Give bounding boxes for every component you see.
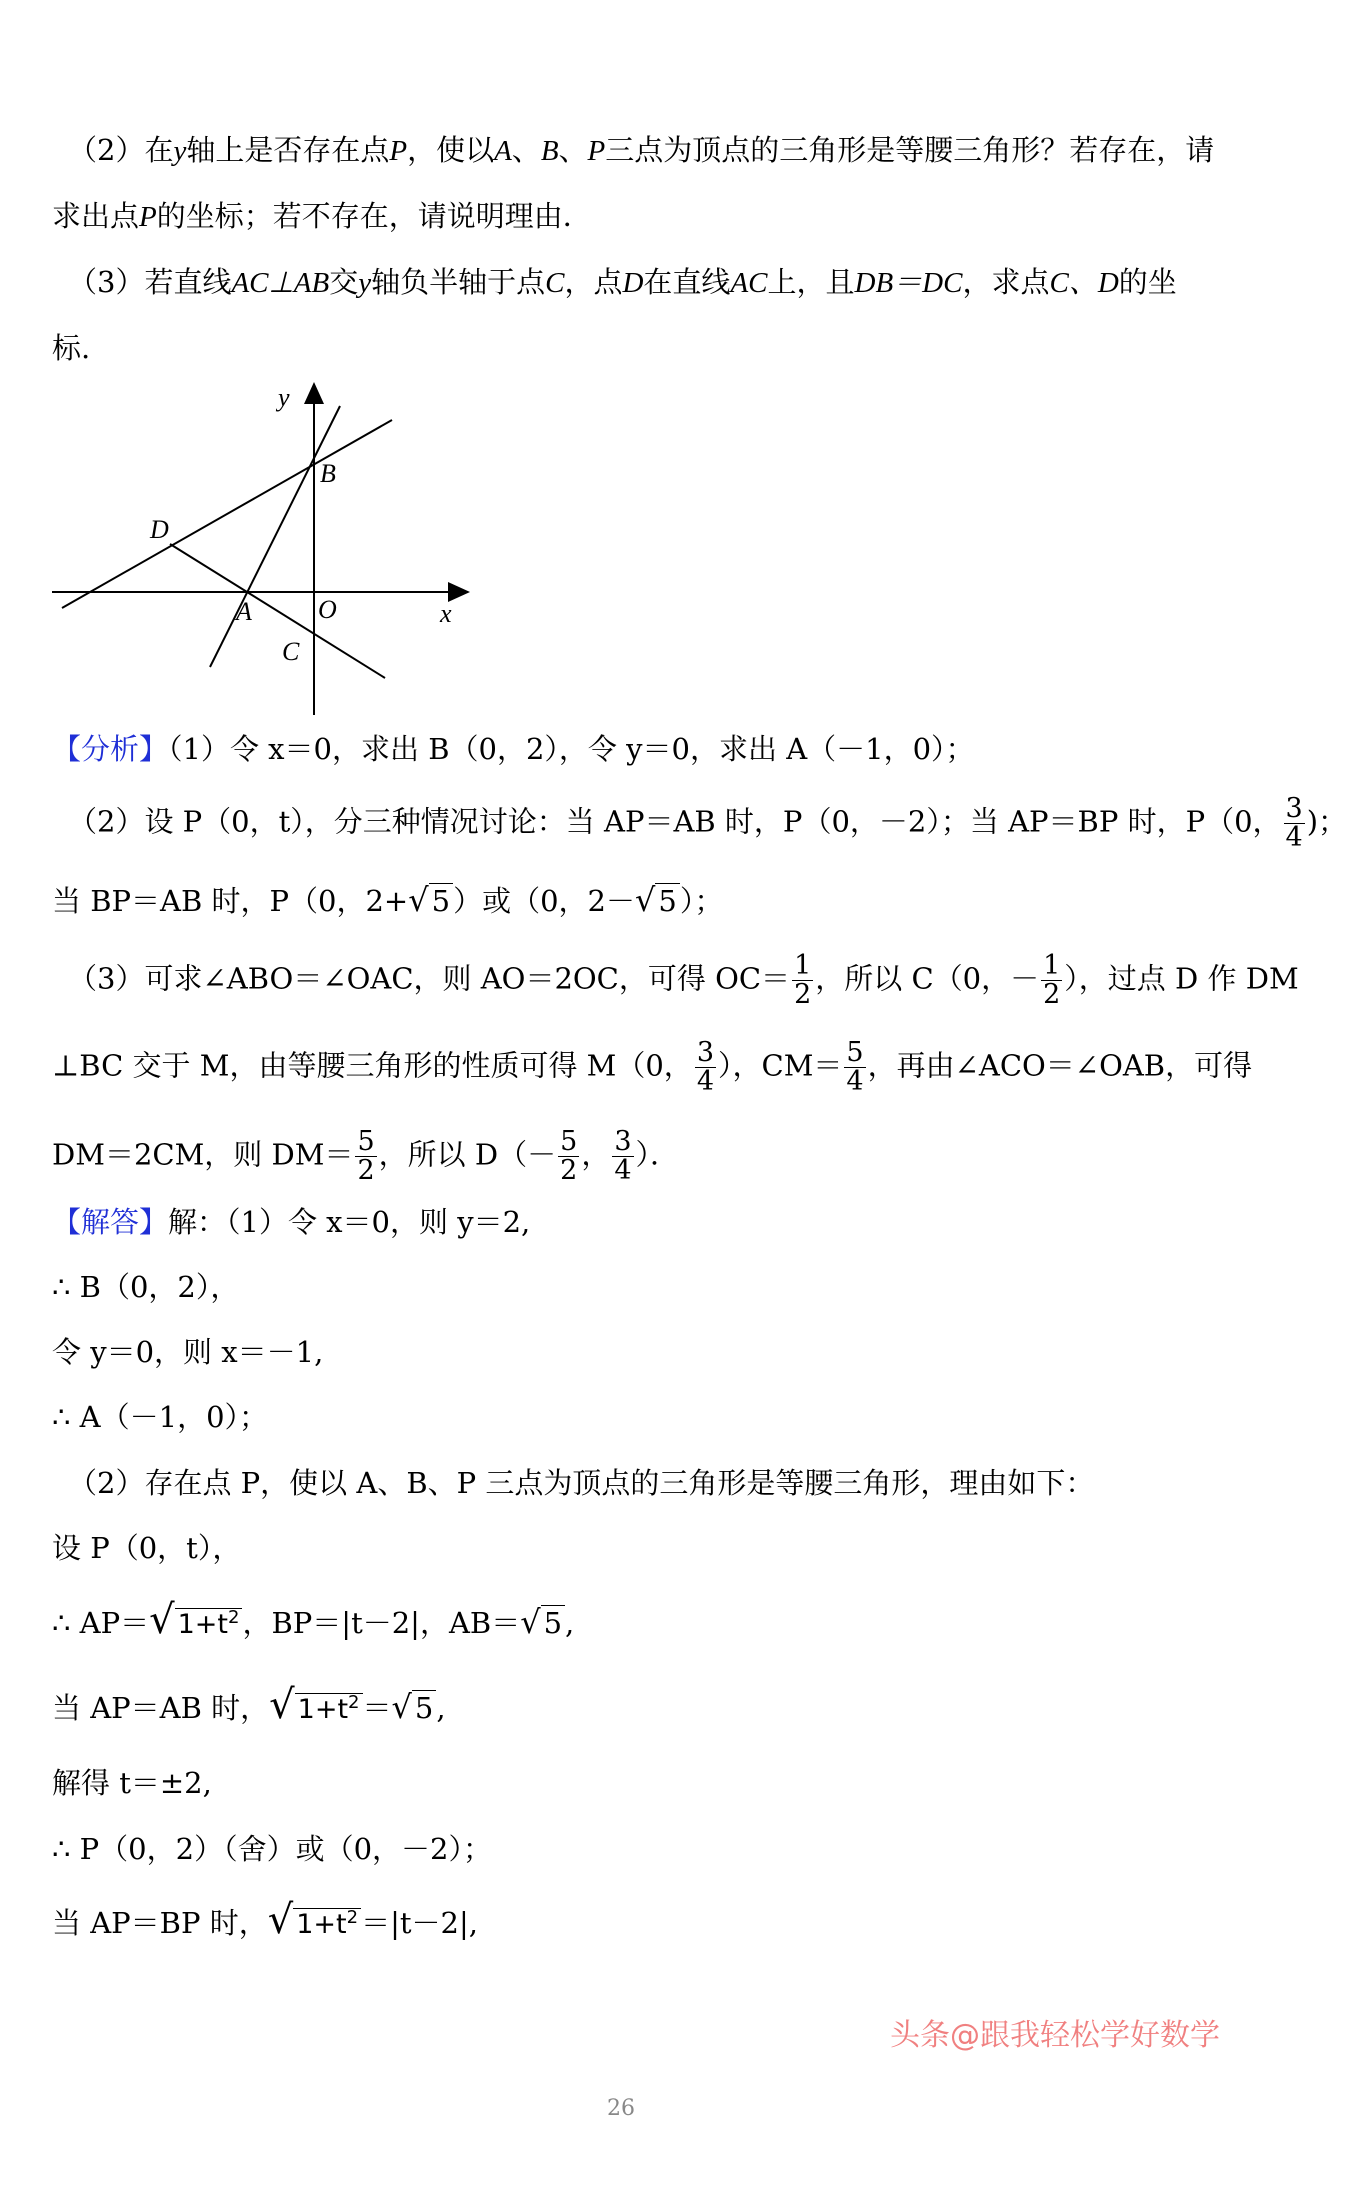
sqrt: √ 5 xyxy=(520,1602,565,1643)
label-x: x xyxy=(440,599,452,628)
label-c: C xyxy=(282,637,300,666)
label-b: B xyxy=(320,459,336,488)
sqrt: √ $1+t^2$ xyxy=(269,1683,362,1730)
fraction: $\frac{3}{4}$ xyxy=(1285,793,1303,853)
analysis-tag: 【分析】 xyxy=(52,732,169,766)
fraction: $\frac{1}{2}$ xyxy=(794,950,812,1010)
label-y: y xyxy=(278,383,290,412)
coordinate-figure xyxy=(50,380,490,720)
fraction: $\frac{3}{4}$ xyxy=(696,1037,714,1097)
fraction: $\frac{3}{4}$ xyxy=(614,1126,632,1186)
label-o: O xyxy=(318,595,337,624)
solution-line1: 【解答】解：（1）令 x＝0，则 y＝2, xyxy=(52,1205,531,1239)
fraction: $\frac{1}{2}$ xyxy=(1043,950,1061,1010)
analysis-line1: 【分析】（1）令 x＝0，求出 B（0，2），令 y＝0，求出 A（－1，0）； xyxy=(52,732,975,766)
problem-q3-line1: （3）若直线AC⊥AB交y轴负半轴于点C，点D在直线AC上，且DB＝DC，求点C、D的坐 xyxy=(68,265,1177,299)
analysis-line2: （2）设 P（0，t），分三种情况讨论：当 AP＝AB 时，P（0，－2）；当 AP＝BP 时，P（0， $\frac{3}{4}$ )； xyxy=(68,793,1347,853)
sqrt: √ $1+t^2$ xyxy=(149,1598,242,1645)
solution-line9: 解得 t＝±2, xyxy=(52,1766,212,1800)
solution-line5: （2）存在点 P，使以 A、B、P 三点为顶点的三角形是等腰三角形，理由如下： xyxy=(68,1466,1095,1500)
line-ab xyxy=(210,406,340,667)
analysis-line6: DM＝2CM，则 DM＝ $\frac{5}{2}$ ，所以 D（－ $\frac{5}{2}$ ， $\frac{3}{4}$ ）． xyxy=(52,1126,680,1186)
problem-q2-line2: 求出点P的坐标；若不存在，请说明理由． xyxy=(52,199,592,233)
problem-q2-line1: （2）在y轴上是否存在点P，使以A、B、P三点为顶点的三角形是等腰三角形？若存在，请 xyxy=(68,133,1215,167)
label-a: A xyxy=(236,597,252,626)
fraction: $\frac{5}{2}$ xyxy=(560,1126,578,1186)
page-number: 26 xyxy=(607,2096,635,2121)
fraction: $\frac{5}{2}$ xyxy=(357,1126,375,1186)
solution-line7: ∴ AP＝√ $1+t^2$ ，BP＝|t－2|，AB＝√ 5 , xyxy=(52,1597,575,1643)
sqrt: √ 5 xyxy=(635,880,680,921)
solution-line2: ∴ B（0，2）， xyxy=(52,1270,240,1304)
analysis-line5: ⊥BC 交于 M，由等腰三角形的性质可得 M（0， $\frac{3}{4}$ ），CM＝ $\frac{5}{4}$ ，再由∠ACO＝∠OAB，可得 xyxy=(52,1037,1253,1097)
sqrt: √ 5 xyxy=(408,880,453,921)
solution-line6: 设 P（0，t）， xyxy=(52,1531,242,1565)
solution-line8: 当 AP＝AB 时，√ $1+t^2$ ＝√ 5 , xyxy=(52,1682,446,1728)
sqrt: √ $1+t^2$ xyxy=(268,1898,361,1945)
line-dc xyxy=(170,544,385,678)
analysis-line4: （3）可求∠ABO＝∠OAC，则 AO＝2OC，可得 OC＝ $\frac{1}{2}$ ，所以 C（0，－ $\frac{1}{2}$ ），过点 D 作 DM xyxy=(68,950,1299,1010)
fraction: $\frac{5}{4}$ xyxy=(846,1037,864,1097)
solution-line11: 当 AP＝BP 时，√ $1+t^2 =|t-2|$, xyxy=(52,1897,478,1943)
solution-line4: ∴ A（－1，0）； xyxy=(52,1400,269,1434)
solution-tag: 【解答】 xyxy=(52,1205,169,1239)
analysis-line3: 当 BP＝AB 时，P（0，2+√ 5 ）或（0，2－√ 5 ）； xyxy=(52,881,724,919)
sqrt: √ 5 xyxy=(392,1687,437,1728)
watermark: 头条@跟我轻松学好数学 xyxy=(890,2018,1220,2053)
solution-line10: ∴ P（0，2）（舍）或（0，－2）； xyxy=(52,1832,492,1866)
problem-q3-line2: 标. xyxy=(52,331,91,365)
solution-line3: 令 y＝0，则 x＝－1, xyxy=(52,1335,324,1369)
label-d: D xyxy=(150,515,169,544)
